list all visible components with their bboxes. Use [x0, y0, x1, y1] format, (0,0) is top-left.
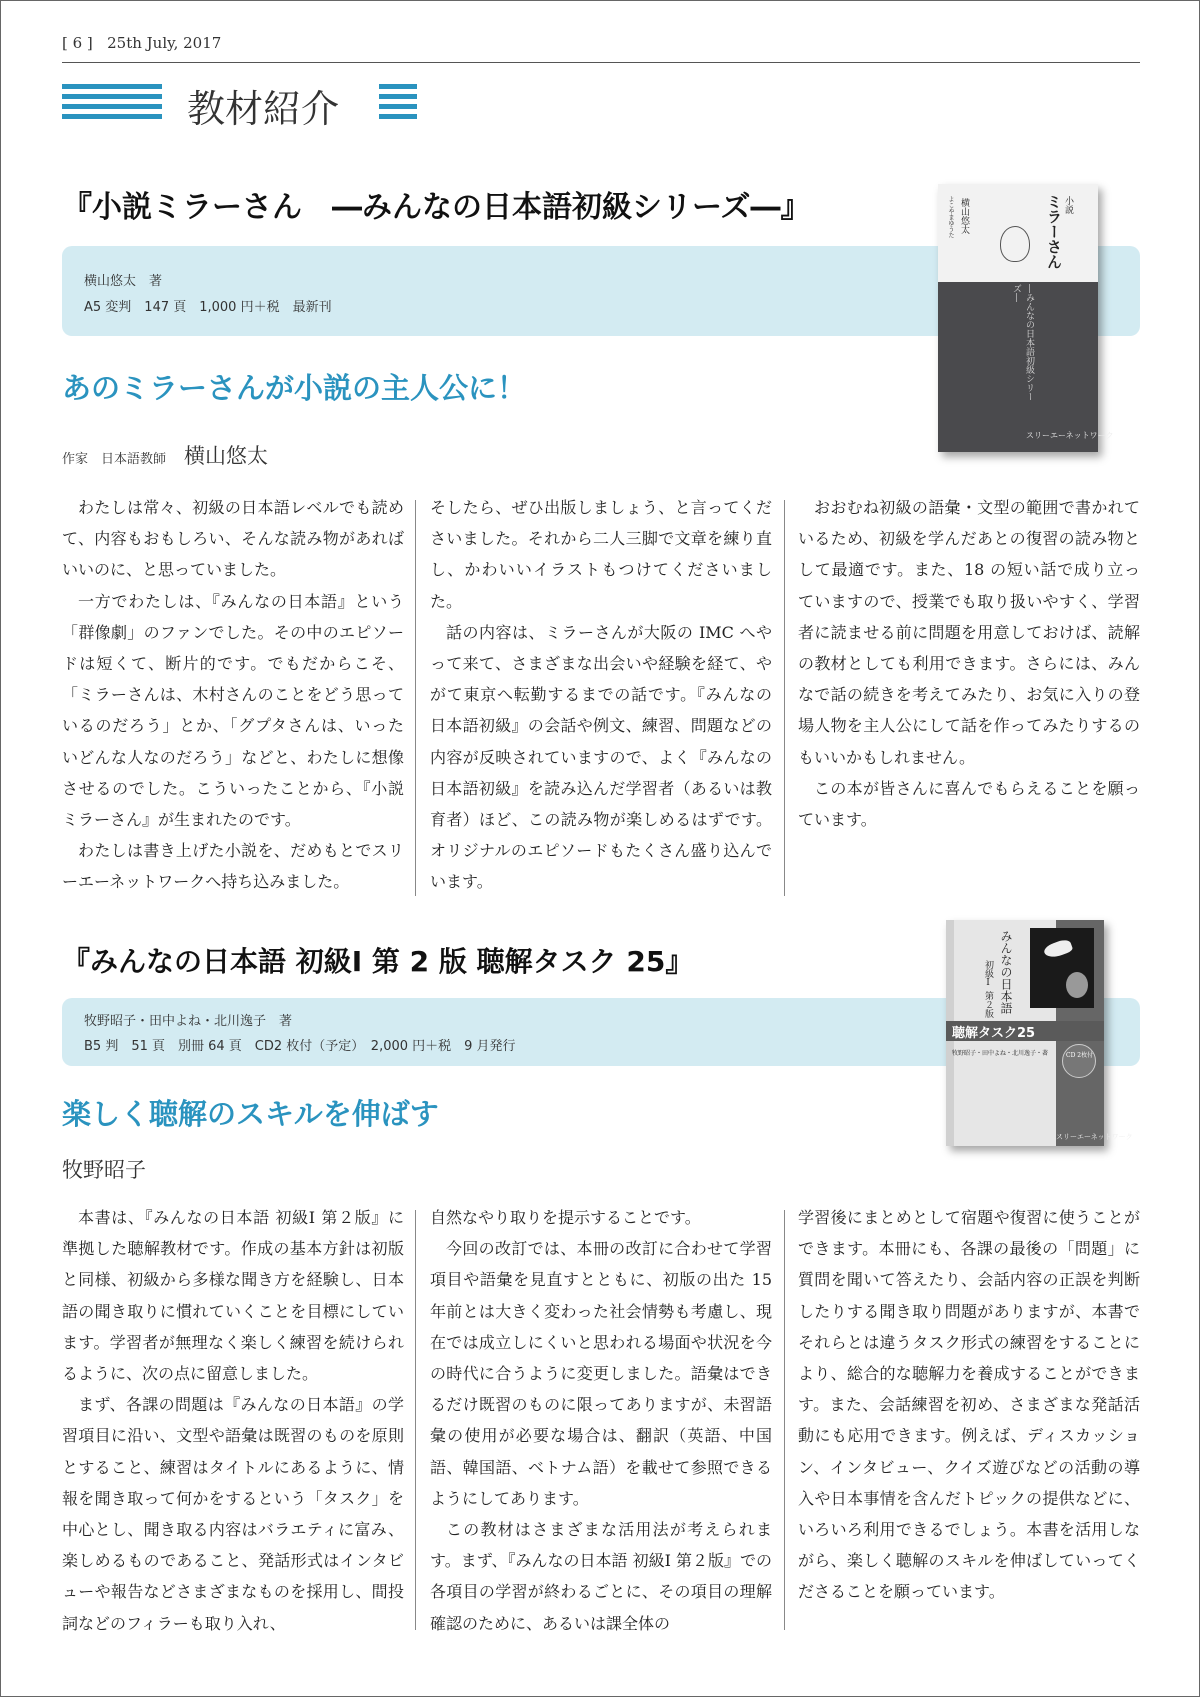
column-rule [784, 1210, 785, 1630]
portrait-illustration-icon [1000, 226, 1030, 262]
paragraph: この教材はさまざまな活用法が考えられます。まず、『みんなの日本語 初級Ⅰ 第２版』での各項目の学習が終わるごとに、その項目の理解確認のために、あるいは課全体の [430, 1520, 772, 1633]
book2-byline [62, 1154, 146, 1184]
section-title: 教材紹介 [187, 87, 340, 131]
book1-column-3 [798, 492, 1140, 902]
column-rule [415, 500, 416, 896]
cover-subtitle: ―みんなの日本語初級シリーズ― [1011, 284, 1034, 401]
book2-author-credit: 牧野昭子・田中よね・北川逸子 著 [84, 1014, 293, 1029]
book2-column-2 [430, 1202, 772, 1642]
paragraph: 話の内容は、ミラーさんが大阪の IMC へやって来て、さまざまな出会いや経験を経て、やがて東京へ転勤するまでの話です。『みんなの日本語初級』の会話や例文、練習、問題などの内容が反映されていますので、よく『みんなの日本語初級』を読み込んだ学習者（あるいは教育者）ほど、この読み物が楽しめるはずです。オリジナルのエピソードもたくさん盛り込んでいます。 [430, 622, 772, 892]
book1-column-1 [62, 492, 404, 902]
author-name: 横山悠太 [184, 444, 269, 468]
paragraph: 本書は、『みんなの日本語 初級Ⅰ 第２版』に準拠した聴解教材です。作成の基本方針は初版と同様、初級から多様な聞き方を経験し、日本語の聞き取りに慣れていくことを目標にしています。学習者が無理なく楽しく練習を続けられるように、次の点に留意しました。 [62, 1208, 404, 1384]
cover-author-reading: よこやまゆうた [947, 196, 954, 238]
stripe-decoration-right [379, 84, 417, 119]
cover-title: ミラーさん [1045, 194, 1063, 269]
book2-spec: B5 判 51 頁 別冊 64 頁 CD2 枚付（予定） 2,000 円＋税 9 月発行 [84, 1039, 516, 1054]
book1-byline [62, 440, 268, 470]
book2-cover-image [946, 920, 1133, 1146]
author-name: 牧野昭子 [62, 1158, 146, 1182]
cover2-authors: 牧野昭子・田中よね・北川逸子・著 [952, 1050, 1049, 1057]
book1-author-credit: 横山悠太 著 [84, 274, 163, 289]
paragraph: 今回の改訂では、本冊の改訂に合わせて学習項目や語彙を見直すとともに、初版の出た 15 年前とは大きく変わった社会情勢も考慮し、現在では成立しにくいと思われる場面や状況を今の時代に合うように変更しました。語彙はできるだけ既習のものに限ってありますが、未習語彙の使用が必要な場合は、翻訳（英語、中国語、韓国語、ベトナム語）を載せて参照できるようにしてあります。 [430, 1239, 772, 1508]
book2-column-1 [62, 1202, 404, 1642]
column-rule [784, 500, 785, 896]
page-header [62, 34, 221, 52]
cover2-title: みんなの日本語 [999, 930, 1013, 1014]
cover2-publisher: スリーエーネットワーク [1056, 1133, 1133, 1141]
book1-headline: あのミラーさんが小説の主人公に！ [62, 371, 527, 405]
book1-title: 『小説ミラーさん ―みんなの日本語初級シリーズ―』 [62, 190, 811, 225]
paragraph: 一方でわたしは、『みんなの日本語』という「群像劇」のファンでした。その中のエピソードは短くて、断片的です。でもだからこそ、「ミラーさんは、木村さんのことをどう思っているのだろう」とか、「グプタさんは、いったいどんな人なのだろう」などと、わたしに想像させるのでした。こういったことから、『小説ミラーさん』が生まれたのです。 [62, 591, 404, 830]
book2-title: 『みんなの日本語 初級Ⅰ 第 2 版 聴解タスク 25』 [62, 945, 694, 978]
cover-label: 小説 [1063, 196, 1073, 214]
book1-spec: A5 変判 147 頁 1,000 円＋税 最新刊 [84, 300, 332, 315]
book2-headline: 楽しく聴解のスキルを伸ばす [62, 1097, 439, 1131]
book1-cover-image [938, 184, 1114, 452]
column-rule [415, 1210, 416, 1630]
paragraph: そしたら、ぜひ出版しましょう、と言ってくださいました。それから二人三脚で文章を練り直し、かわいいイラストもつけてくださいました。 [430, 498, 772, 611]
paragraph: この本が皆さんに喜んでもらえることを願っています。 [798, 778, 1140, 830]
paragraph: 自然なやり取りを提示することです。 [430, 1208, 701, 1227]
issue-date: 25th July, 2017 [107, 34, 222, 52]
globe-illustration-icon [1066, 972, 1088, 998]
paragraph: 学習後にまとめとして宿題や復習に使うことができます。本冊にも、各課の最後の「問題」に質問を聞いて答えたり、会話内容の正誤を判断したりする聞き取り問題がありますが、本書でそれらとは違うタスク形式の練習をすることにより、総合的な聴解力を養成することができます。また、会話練習を初め、さまざまな発話活動にも応用できます。例えば、ディスカッション、インタビュー、クイズ遊びなどの活動の導入や日本事情を含んだトピックの提供などに、いろいろ利用できるでしょう。本書を活用しながら、楽しく聴解のスキルを伸ばしていってくださることを願っています。 [798, 1208, 1140, 1602]
paragraph: わたしは書き上げた小説を、だめもとでスリーエーネットワークへ持ち込みました。 [62, 841, 404, 892]
author-role: 作家 日本語教師 [62, 452, 167, 467]
header-rule [62, 62, 1140, 63]
book2-column-3 [798, 1202, 1140, 1642]
paragraph: わたしは常々、初級の日本語レベルでも読めて、内容もおもしろい、そんな読み物があればいいのに、と思っていました。 [62, 498, 404, 580]
cover-author: 横山悠太 [959, 198, 969, 234]
paragraph: おおむね初級の語彙・文型の範囲で書かれているため、初級を学んだあとの復習の読み物として最適です。また、18 の短い話で成り立っていますので、授業でも取り扱いやすく、学習者に読ませる前に問題を用意しておけば、読解の教材としても利用できます。さらには、みんなで話の続きを考えてみたり、お気に入りの登場人物を主人公にして話を作ってみたりするのもいいかもしれません。 [798, 498, 1140, 767]
cover-publisher: スリーエーネットワーク [1026, 431, 1114, 440]
stripe-decoration-left [62, 84, 162, 119]
book1-column-2 [430, 492, 772, 902]
cd-label: CD 2枚付 [1066, 1052, 1094, 1059]
paragraph: まず、各課の問題は『みんなの日本語』の学習項目に沿い、文型や語彙は既習のものを原則とすること、練習はタイトルにあるように、情報を聞き取って何かをするという「タスク」を中心とし、聞き取る内容はバラエティに富み、楽しめるものであること、発話形式はインタビューや報告などさまざまなものを採用し、間投詞などのフィラーも取り入れ、 [62, 1395, 404, 1633]
page-number: [ 6 ] [62, 34, 93, 52]
cover2-subtitle: 初級Ⅰ 第２版 [983, 960, 993, 1018]
cover2-band-text: 聴解タスク25 [952, 1026, 1036, 1041]
